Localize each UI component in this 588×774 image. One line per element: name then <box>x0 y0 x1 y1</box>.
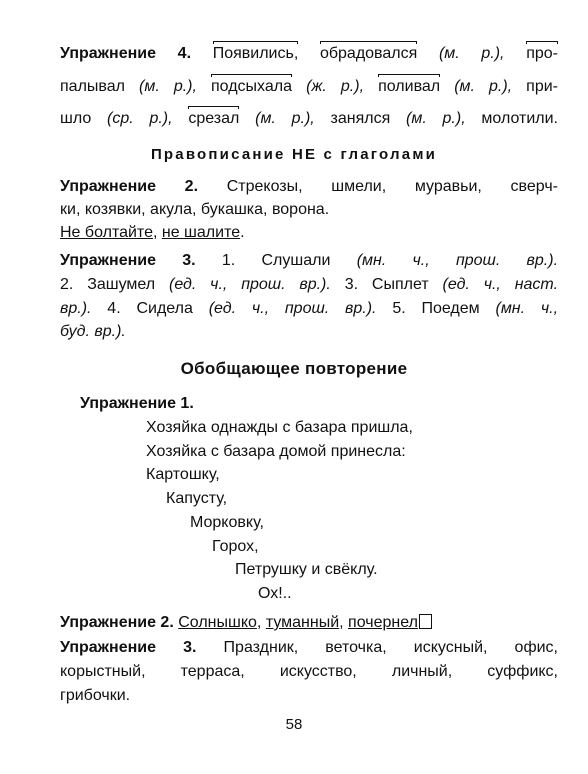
poem-line: Горох, <box>212 538 259 555</box>
word: палывал <box>60 78 125 95</box>
ex4-line-2 <box>60 77 558 97</box>
grammar-note: (ед. ч., наст. <box>442 276 559 293</box>
ex3a-label: Упражнение 3. <box>60 252 196 269</box>
grammar-note: вр.). <box>60 300 92 317</box>
grammar-note: (м. р.), <box>438 45 505 62</box>
word-marked: обрадовался <box>319 45 418 62</box>
word-marked: подсыхала <box>211 78 292 95</box>
morpheme-word: почернел <box>348 614 418 631</box>
poem-line: Ох!.. <box>258 585 292 602</box>
ex2b-line <box>60 613 558 633</box>
text: Праздник, веточка, искусный, офис, <box>223 639 559 656</box>
grammar-note: (ср. р.), <box>107 110 173 127</box>
grammar-note: (мн. ч., <box>495 300 559 317</box>
word: молотили. <box>481 110 558 127</box>
text: 3. Сыплет <box>344 276 429 293</box>
ex3a-line-2 <box>60 275 558 295</box>
page-number: 58 <box>285 716 303 733</box>
grammar-note: буд. вр.). <box>60 323 126 340</box>
section-heading: Обобщающее повторение <box>180 359 408 378</box>
ex4-label: Упражнение 4. <box>60 45 192 62</box>
text: 5. Поедем <box>392 300 480 317</box>
grammar-note: (м. р.), <box>139 78 197 95</box>
separator: , <box>256 614 266 631</box>
word: шло <box>60 110 92 127</box>
ex3a-line-3 <box>60 299 558 319</box>
ex2b-label: Упражнение 2. <box>60 614 174 631</box>
ex1-label: Упражнение 1. <box>80 395 194 412</box>
ex4-line-3 <box>60 109 558 129</box>
word-marked: срезал <box>188 110 240 127</box>
grammar-note: (м. р.), <box>406 110 466 127</box>
underlined-phrase: Не болтайте <box>60 224 153 241</box>
text: 4. Сидела <box>107 300 193 317</box>
grammar-note: (ед. ч., прош. вр.). <box>208 300 377 317</box>
poem-line: Хозяйка однажды с базара пришла, <box>146 419 413 436</box>
poem-line: Петрушку и свёклу. <box>235 561 378 578</box>
ex2a-line-3 <box>60 223 558 243</box>
ex2a-label: Упражнение 2. <box>60 178 199 195</box>
grammar-note: (мн. ч., прош. вр.). <box>356 252 559 269</box>
ex3b-label: Упражнение 3. <box>60 639 197 656</box>
separator: , <box>152 224 162 241</box>
word-marked: поливал <box>378 78 441 95</box>
punctuation: . <box>240 224 245 241</box>
word-marked: про- <box>526 45 558 62</box>
morpheme-word: Солнышко <box>178 614 257 631</box>
poem-line: Морковку, <box>190 514 264 531</box>
ex4-line-1 <box>60 44 558 64</box>
grammar-note: (м. р.), <box>255 110 315 127</box>
ex3a-line-4 <box>60 322 558 342</box>
ex3b-line-3: грибочки. <box>60 687 131 704</box>
word: занялся <box>330 110 391 127</box>
underlined-phrase: не шалите <box>161 224 241 241</box>
text: 2. Зашумел <box>60 276 156 293</box>
word: при- <box>526 78 558 95</box>
morpheme-word: туманный <box>265 614 340 631</box>
poem-line: Хозяйка с базара домой принесла: <box>146 443 406 460</box>
word-marked: Появились, <box>212 45 299 62</box>
grammar-note: (ед. ч., прош. вр.). <box>168 276 331 293</box>
section-heading: Правописание НЕ с глаголами <box>150 146 438 163</box>
ex3a-line-1 <box>60 251 558 271</box>
zero-ending-box <box>419 614 432 629</box>
text: 1. Слушали <box>221 252 331 269</box>
poem-line: Картошку, <box>146 466 220 483</box>
ex2a-line-2: ки, козявки, акула, букашка, ворона. <box>60 201 330 218</box>
poem-line: Капусту, <box>166 490 228 507</box>
text: Стрекозы, шмели, муравьи, сверч- <box>226 178 558 195</box>
separator: , <box>339 614 349 631</box>
grammar-note: (ж. р.), <box>306 78 365 95</box>
ex3b-line-1 <box>60 638 558 658</box>
grammar-note: (м. р.), <box>454 78 513 95</box>
ex2a-line-1 <box>60 177 558 197</box>
ex3b-line-2: корыстный, терраса, искусство, личный, суффикс, <box>60 663 558 680</box>
